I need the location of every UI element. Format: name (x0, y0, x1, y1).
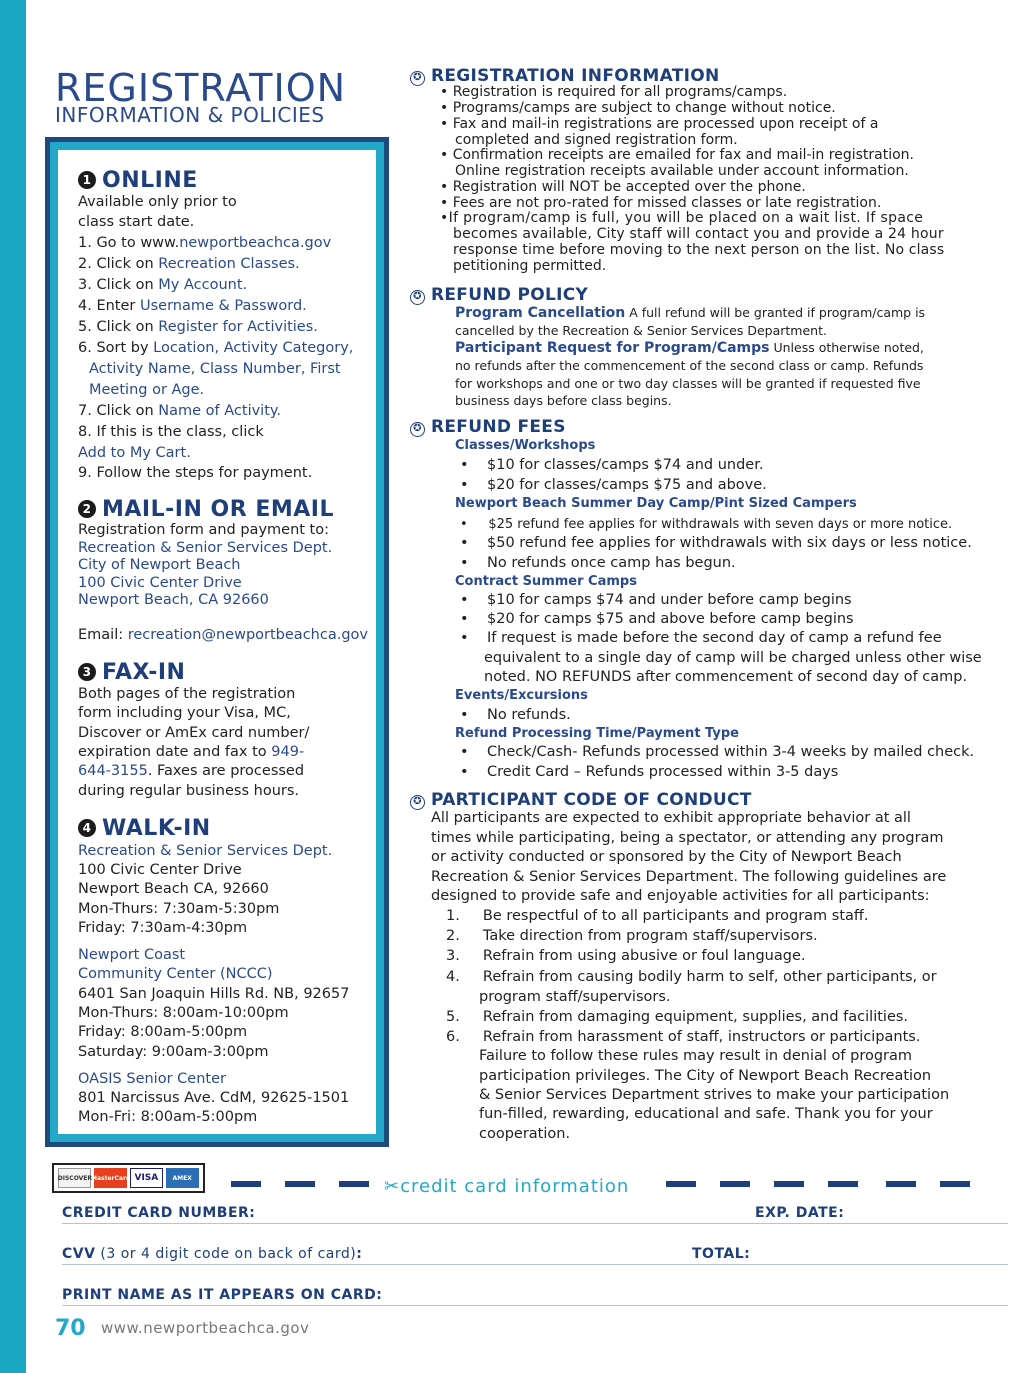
conduct-rule: 1. Be respectful of to all participants and program staff. (446, 908, 869, 924)
conduct-heading: ✪ PARTICIPANT CODE OF CONDUCT (410, 790, 752, 810)
fee-item: • $25 refund fee applies for withdrawals with seven days or more notice. (460, 517, 953, 532)
email-link[interactable]: recreation@newportbeachca.gov (127, 627, 368, 643)
online-step-6: 6. Sort by Location, Activity Category, (78, 340, 354, 356)
fee-item: • No refunds. (460, 707, 571, 723)
conduct-rule-cont: program staff/supervisors. (479, 989, 671, 1005)
walkin-location-name: Recreation & Senior Services Dept. (78, 843, 333, 859)
visa-logo: VISA (130, 1168, 163, 1188)
number-two-icon: 2 (78, 500, 96, 518)
refund-policy-text: no refunds after the commencement of the second class or camp. Refunds (455, 358, 924, 373)
online-step-2: 2. Click on Recreation Classes. (78, 256, 300, 272)
number-one-icon: 1 (78, 171, 96, 189)
page-subtitle: INFORMATION & POLICIES (55, 103, 325, 127)
online-step-3: 3. Click on My Account. (78, 277, 248, 293)
mastercard-logo: MasterCard (94, 1168, 127, 1188)
reg-info-bullet: • Registration is required for all programs/camps. (440, 84, 788, 100)
fee-subheading: Newport Beach Summer Day Camp/Pint Sized Campers (455, 496, 857, 511)
online-step-8-link: Add to My Cart. (78, 445, 191, 461)
conduct-intro: designed to provide safe and enjoyable activities for all participants: (431, 888, 930, 904)
divider-dash (720, 1181, 750, 1187)
fax-number[interactable]: 949- (271, 744, 305, 760)
fee-item: • $20 for camps $75 and above before camp begins (460, 611, 854, 627)
fee-item: • Credit Card – Refunds processed within 3-5 days (460, 764, 839, 780)
divider-dash (231, 1181, 261, 1187)
page-number: 70 (55, 1316, 86, 1341)
reg-info-bullet-cont: completed and signed registration form. (455, 132, 738, 148)
refund-policy-text: Participant Request for Program/Camps Unless otherwise noted, (455, 340, 924, 356)
number-four-icon: 4 (78, 819, 96, 837)
card-logos (52, 1163, 205, 1193)
walkin-address: Newport Beach CA, 92660 (78, 881, 269, 897)
divider-dash (774, 1181, 804, 1187)
divider-dash (828, 1181, 858, 1187)
conduct-rule: 3. Refrain from using abusive or foul language. (446, 948, 806, 964)
online-step-5: 5. Click on Register for Activities. (78, 319, 318, 335)
exp-date-label: EXP. DATE: (755, 1205, 845, 1221)
amex-logo: AMEX (166, 1168, 199, 1188)
fax-text: Both pages of the registration (78, 686, 296, 702)
fee-subheading: Classes/Workshops (455, 438, 596, 453)
reg-info-bullet-cont: becomes available, City staff will contact you and provide a 24 hour (453, 226, 944, 242)
star-icon: ✪ (410, 795, 425, 810)
reg-info-bullet: •If program/camp is full, you will be placed on a wait list. If space (440, 210, 924, 226)
online-step-1: 1. Go to www.newportbeachca.gov (78, 235, 332, 251)
walkin-hours: Mon-Thurs: 7:30am-5:30pm (78, 901, 280, 917)
fax-text: expiration date and fax to 949- (78, 744, 305, 760)
conduct-closing: & Senior Services Department strives to make your participation (479, 1087, 950, 1103)
reg-info-bullet: • Confirmation receipts are emailed for fax and mail-in registration. (440, 147, 914, 163)
online-step-7: 7. Click on Name of Activity. (78, 403, 282, 419)
fee-subheading: Contract Summer Camps (455, 574, 637, 589)
card-number-field[interactable] (62, 1223, 1008, 1224)
fax-text: Discover or AmEx card number/ (78, 725, 310, 741)
online-intro: class start date. (78, 214, 195, 230)
walkin-hours: Mon-Thurs: 8:00am-10:00pm (78, 1005, 289, 1021)
online-intro: Available only prior to (78, 194, 237, 210)
print-name-label: PRINT NAME AS IT APPEARS ON CARD: (62, 1287, 383, 1303)
conduct-rule: 4. Refrain from causing bodily harm to self, other participants, or (446, 969, 937, 985)
scissors-icon: ✂ (384, 1176, 401, 1197)
discover-logo: DISCOVER (58, 1168, 91, 1188)
conduct-closing: cooperation. (479, 1126, 571, 1142)
online-heading: 1 ONLINE (78, 168, 198, 193)
star-icon: ✪ (410, 422, 425, 437)
fee-item: • If request is made before the second day of camp a refund fee (460, 630, 942, 646)
refund-policy-text: for workshops and one or two day classes will be granted if requested five (455, 376, 921, 391)
reg-info-bullet: • Registration will NOT be accepted over the phone. (440, 179, 806, 195)
conduct-rule: 2. Take direction from program staff/supervisors. (446, 928, 818, 944)
fax-heading: 3 FAX-IN (78, 660, 185, 685)
divider-dash (940, 1181, 970, 1187)
walkin-location-name: Newport Coast (78, 947, 186, 963)
cvv-label: CVV (3 or 4 digit code on back of card): (62, 1246, 363, 1262)
fee-item-cont: noted. NO REFUNDS after commencement of second day of camp. (484, 669, 968, 685)
walkin-location-name: OASIS Senior Center (78, 1071, 226, 1087)
divider-dash (886, 1181, 916, 1187)
fee-item: • $50 refund fee applies for withdrawals with six days or less notice. (460, 535, 972, 551)
walkin-hours: Friday: 8:00am-5:00pm (78, 1024, 248, 1040)
print-name-field[interactable] (62, 1305, 1008, 1306)
divider-dash (285, 1181, 315, 1187)
mail-address-line: Newport Beach, CA 92660 (78, 592, 269, 608)
walkin-heading: 4 WALK-IN (78, 816, 211, 841)
refund-policy-text: cancelled by the Recreation & Senior Services Department. (455, 323, 827, 338)
conduct-rule: 5. Refrain from damaging equipment, supplies, and facilities. (446, 1009, 909, 1025)
conduct-closing: participation privileges. The City of Newport Beach Recreation (479, 1068, 932, 1084)
star-icon: ✪ (410, 290, 425, 305)
fee-item-cont: equivalent to a single day of camp will be charged unless other wise (484, 650, 982, 666)
fee-subheading: Events/Excursions (455, 688, 588, 703)
reg-info-bullet: • Programs/camps are subject to change without notice. (440, 100, 836, 116)
fee-item: • $20 for classes/camps $75 and above. (460, 477, 767, 493)
online-step-8: 8. If this is the class, click (78, 424, 264, 440)
online-step-6-cont: Activity Name, Class Number, First (89, 361, 341, 377)
fax-text: 644-3155. Faxes are processed (78, 763, 305, 779)
walkin-hours: Mon-Fri: 8:00am-5:00pm (78, 1109, 258, 1125)
reg-info-bullet: • Fax and mail-in registrations are processed upon receipt of a (440, 116, 879, 132)
total-label: TOTAL: (692, 1246, 751, 1262)
credit-card-info-label: ✂credit card information (384, 1176, 630, 1197)
conduct-intro: Recreation & Senior Services Department. The following guidelines are (431, 869, 947, 885)
refund-policy-text: Program Cancellation A full refund will be granted if program/camp is (455, 305, 926, 321)
conduct-intro: times while participating, being a spectator, or attending any program (431, 830, 944, 846)
fee-item: • No refunds once camp has begun. (460, 555, 736, 571)
online-step-9: 9. Follow the steps for payment. (78, 465, 313, 481)
mail-address-line: City of Newport Beach (78, 557, 241, 573)
star-icon: ✪ (410, 71, 425, 86)
cvv-field[interactable] (62, 1264, 1008, 1265)
mail-email: Email: recreation@newportbeachca.gov (78, 627, 368, 643)
fee-item: • $10 for camps $74 and under before camp begins (460, 592, 852, 608)
refund-policy-heading: ✪ REFUND POLICY (410, 285, 588, 305)
reg-info-bullet-cont: response time before moving to the next person on the list. No class (453, 242, 945, 258)
fax-text: form including your Visa, MC, (78, 705, 291, 721)
website-link[interactable]: newportbeachca.gov (179, 235, 332, 251)
divider-dash (339, 1181, 369, 1187)
fax-number[interactable]: 644-3155 (78, 763, 148, 779)
conduct-rule: 6. Refrain from harassment of staff, instructors or participants. (446, 1029, 921, 1045)
reg-info-bullet-cont: petitioning permitted. (453, 258, 607, 274)
walkin-hours: Friday: 7:30am-4:30pm (78, 920, 248, 936)
fee-item: • $10 for classes/camps $74 and under. (460, 457, 764, 473)
walkin-hours: Saturday: 9:00am-3:00pm (78, 1044, 269, 1060)
conduct-closing: fun-filled, rewarding, educational and safe. Thank you for your (479, 1106, 933, 1122)
conduct-intro: All participants are expected to exhibit appropriate behavior at all (431, 810, 911, 826)
mail-address-line: Recreation & Senior Services Dept. (78, 540, 333, 556)
number-three-icon: 3 (78, 663, 96, 681)
walkin-address: 100 Civic Center Drive (78, 862, 242, 878)
online-step-6-cont: Meeting or Age. (89, 382, 205, 398)
walkin-address: 6401 San Joaquin Hills Rd. NB, 92657 (78, 986, 350, 1002)
conduct-closing: Failure to follow these rules may result in denial of program (479, 1048, 913, 1064)
left-color-stripe (0, 0, 26, 1373)
refund-policy-text: business days before class begins. (455, 393, 672, 408)
page-title: REGISTRATION (55, 66, 347, 110)
reg-info-bullet-cont: Online registration receipts available under account information. (455, 163, 909, 179)
reg-info-heading: ✪ REGISTRATION INFORMATION (410, 66, 720, 86)
online-step-4: 4. Enter Username & Password. (78, 298, 307, 314)
mail-intro: Registration form and payment to: (78, 522, 329, 538)
walkin-address: 801 Narcissus Ave. CdM, 92625-1501 (78, 1090, 350, 1106)
card-number-label: CREDIT CARD NUMBER: (62, 1205, 256, 1221)
divider-dash (666, 1181, 696, 1187)
refund-fees-heading: ✪ REFUND FEES (410, 417, 566, 437)
fax-text: during regular business hours. (78, 783, 300, 799)
fee-subheading: Refund Processing Time/Payment Type (455, 726, 739, 741)
footer-url[interactable]: www.newportbeachca.gov (101, 1319, 310, 1337)
fee-item: • Check/Cash- Refunds processed within 3-4 weeks by mailed check. (460, 744, 975, 760)
conduct-intro: or activity conducted or sponsored by the City of Newport Beach (431, 849, 902, 865)
mail-heading: 2 MAIL-IN OR EMAIL (78, 497, 334, 522)
mail-address-line: 100 Civic Center Drive (78, 575, 242, 591)
walkin-location-name: Community Center (NCCC) (78, 966, 273, 982)
reg-info-bullet: • Fees are not pro-rated for missed classes or late registration. (440, 195, 882, 211)
